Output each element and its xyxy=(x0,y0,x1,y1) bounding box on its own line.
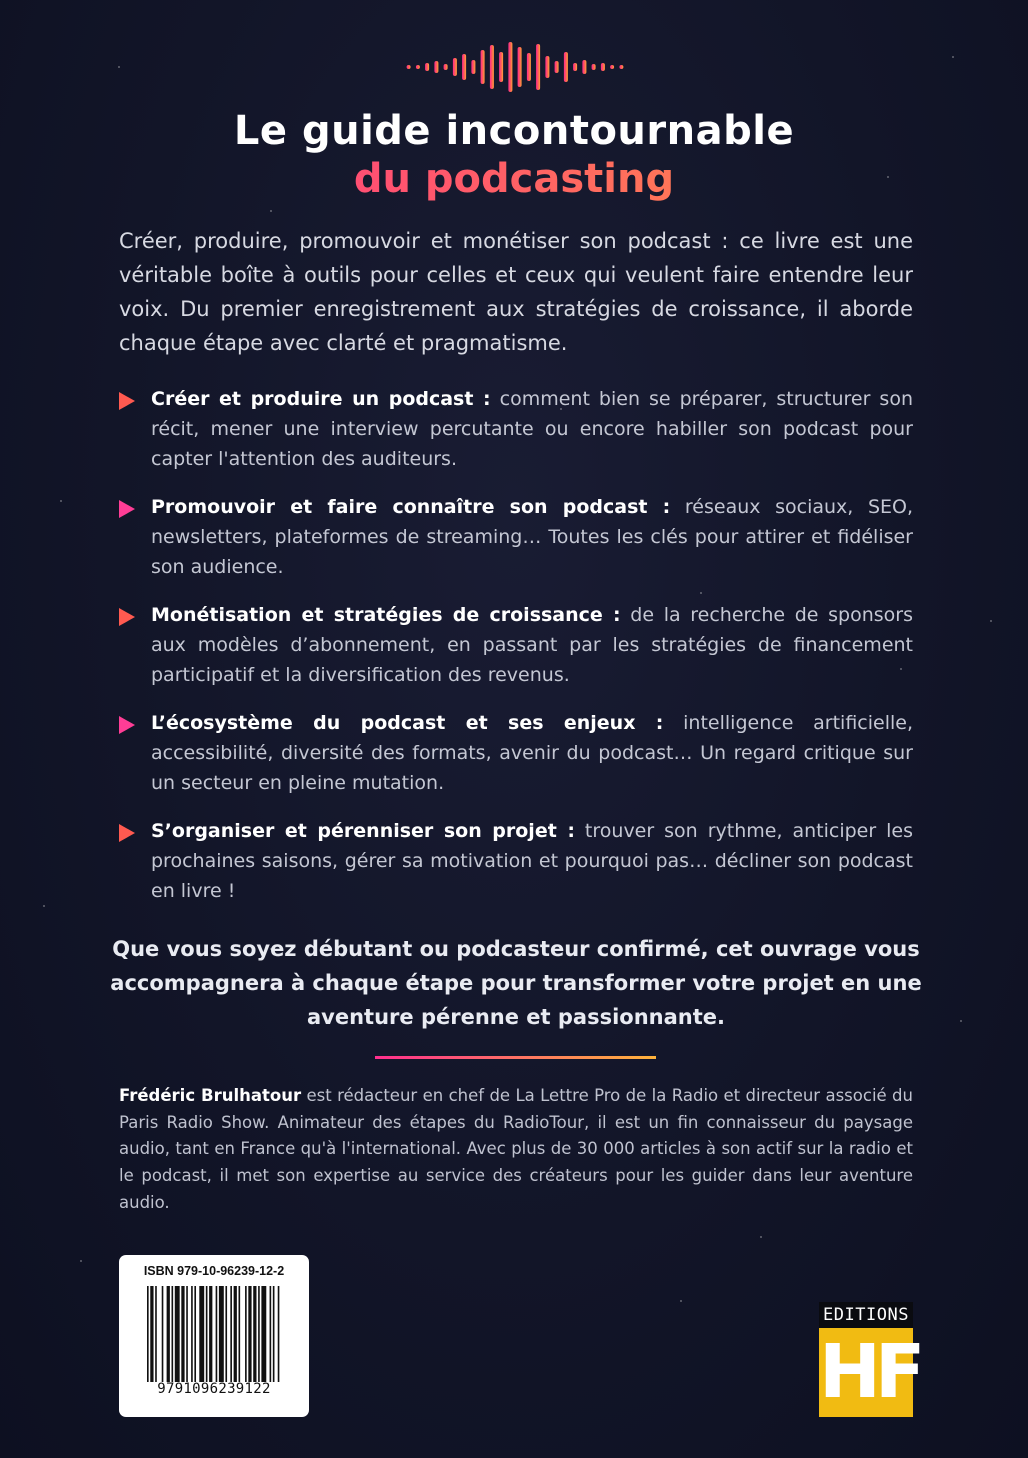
list-item xyxy=(119,600,913,690)
wave-bar xyxy=(434,61,438,73)
list-item xyxy=(119,492,913,582)
list-item xyxy=(119,708,913,798)
barcode-bar xyxy=(186,1286,188,1382)
barcode-bar xyxy=(270,1286,272,1382)
title-line-2: du podcasting xyxy=(0,156,1028,202)
barcode-bar xyxy=(239,1286,241,1382)
wave-bar xyxy=(499,52,503,82)
wave-bar xyxy=(545,56,549,78)
barcode-bar xyxy=(253,1286,256,1382)
sound-wave-icon xyxy=(404,40,626,94)
barcode-bar xyxy=(219,1286,224,1382)
closing-statement: Que vous soyez débutant ou podcasteur confirmé, cet ouvrage vous accompagnera à chaque étape pour transformer votre projet en une aventure pérenne et passionnante. xyxy=(110,937,922,1029)
wave-bar xyxy=(407,65,411,69)
list-item xyxy=(119,384,913,474)
barcode-bar xyxy=(248,1286,251,1382)
list-item-lead: S’organiser et pérenniser son projet : xyxy=(151,820,575,842)
wave-bar xyxy=(527,53,531,81)
isbn-label: ISBN 979-10-96239-12-2 xyxy=(143,1264,285,1278)
author-bio xyxy=(119,1083,913,1217)
wave-bar xyxy=(444,64,448,70)
wave-bar xyxy=(490,45,494,89)
barcode-bar xyxy=(261,1286,266,1382)
wave-bar xyxy=(481,50,485,84)
wave-bar xyxy=(592,64,596,70)
barcode-bar xyxy=(258,1286,260,1382)
list-item-text: de la recherche de sponsors aux modèles d’abonnement, en passant par les stratégies de financement participatif et la diversification des revenus. xyxy=(151,604,914,686)
intro-paragraph: Créer, produire, promouvoir et monétiser son podcast : ce livre est une véritable boîte à outils pour celles et ceux qui veulent faire entendre leur voix. Du premier enregistrement aux stratégies de croissance, il aborde chaque étape avec clarté et pragmatisme. xyxy=(119,229,913,355)
publisher-logo xyxy=(819,1302,920,1417)
barcode-bar xyxy=(199,1286,204,1382)
barcode-bar xyxy=(209,1286,212,1382)
author-name: Frédéric Brulhatour xyxy=(119,1086,302,1105)
list-item-text: comment bien se préparer, structurer son récit, mener une interview percutante ou encore habiller son podcast pour capter l'attention des auditeurs. xyxy=(151,388,913,470)
publisher-logo-mark: HF xyxy=(819,1329,920,1415)
wave-bar xyxy=(471,60,475,74)
wave-bar xyxy=(425,63,429,71)
barcode-bar xyxy=(225,1286,227,1382)
list-item-text: trouver son rythme, anticiper les prochaines saisons, gérer sa motivation et pourquoi pas… décliner son podcast en livre ! xyxy=(151,820,914,902)
barcode-bar xyxy=(175,1286,180,1382)
feature-list xyxy=(119,384,913,924)
barcode-icon xyxy=(147,1286,281,1382)
list-item-text: intelligence artificielle, accessibilité, diversité des formats, avenir du podcast… Un regard critique sur un secteur en pleine mutation. xyxy=(151,712,913,794)
wave-bar xyxy=(462,54,466,80)
arrow-right-icon xyxy=(119,824,135,842)
barcode-bar xyxy=(278,1286,280,1382)
list-item xyxy=(119,816,913,906)
barcode-bar xyxy=(216,1286,218,1382)
arrow-right-icon xyxy=(119,608,135,626)
barcode-bar xyxy=(150,1286,153,1382)
barcode-bar xyxy=(230,1286,232,1382)
wave-bar xyxy=(555,61,559,73)
barcode-bar xyxy=(206,1286,208,1382)
arrow-right-icon xyxy=(119,716,135,734)
isbn-digits: 9791096239122 xyxy=(157,1381,271,1397)
wave-bar xyxy=(619,65,623,69)
barcode-bar xyxy=(162,1286,164,1382)
barcode-bar xyxy=(155,1286,157,1382)
list-item-text: réseaux sociaux, SEO, newsletters, plateformes de streaming… Toutes les clés pour attirer et fidéliser son audience. xyxy=(151,496,914,578)
barcode-bar xyxy=(191,1286,193,1382)
wave-bar xyxy=(453,58,457,76)
wave-bar xyxy=(518,47,522,87)
arrow-right-icon xyxy=(119,500,135,518)
wave-bar xyxy=(573,63,577,71)
gradient-divider xyxy=(375,1056,656,1059)
barcode-bar xyxy=(273,1286,275,1382)
wave-bar xyxy=(564,52,568,82)
wave-bar xyxy=(610,65,614,69)
list-item-lead: Créer et produire un podcast : xyxy=(151,388,491,410)
list-item-lead: L’écosystème du podcast et ses enjeux : xyxy=(151,712,664,734)
barcode-bar xyxy=(167,1286,170,1382)
arrow-right-icon xyxy=(119,392,135,410)
wave-bar xyxy=(508,42,512,92)
author-bio-text: est rédacteur en chef de La Lettre Pro de la Radio et directeur associé du Paris Radio Show. Animateur des étapes du RadioTour, il est un fin connaisseur du paysage audio, tant en France qu'à l'international. Avec plus de 30 000 articles à son actif sur la radio et le podcast, il met son expertise au service des créateurs pour les guider dans leur aventure audio. xyxy=(119,1086,913,1212)
barcode-bar xyxy=(245,1286,247,1382)
list-item-lead: Promouvoir et faire connaître son podcast : xyxy=(151,496,671,518)
barcode-bar xyxy=(172,1286,174,1382)
wave-bar xyxy=(536,44,540,90)
publisher-logo-top: EDITIONS xyxy=(819,1302,913,1328)
barcode-bar xyxy=(234,1286,237,1382)
title-line-1: Le guide incontournable xyxy=(233,108,795,154)
barcode-bar xyxy=(181,1286,184,1382)
wave-bar xyxy=(416,65,420,69)
list-item-lead: Monétisation et stratégies de croissance : xyxy=(151,604,621,626)
barcode-bar xyxy=(194,1286,196,1382)
wave-bar xyxy=(601,63,605,71)
wave-bar xyxy=(582,60,586,74)
isbn-barcode xyxy=(119,1255,309,1417)
barcode-bar xyxy=(147,1286,149,1382)
